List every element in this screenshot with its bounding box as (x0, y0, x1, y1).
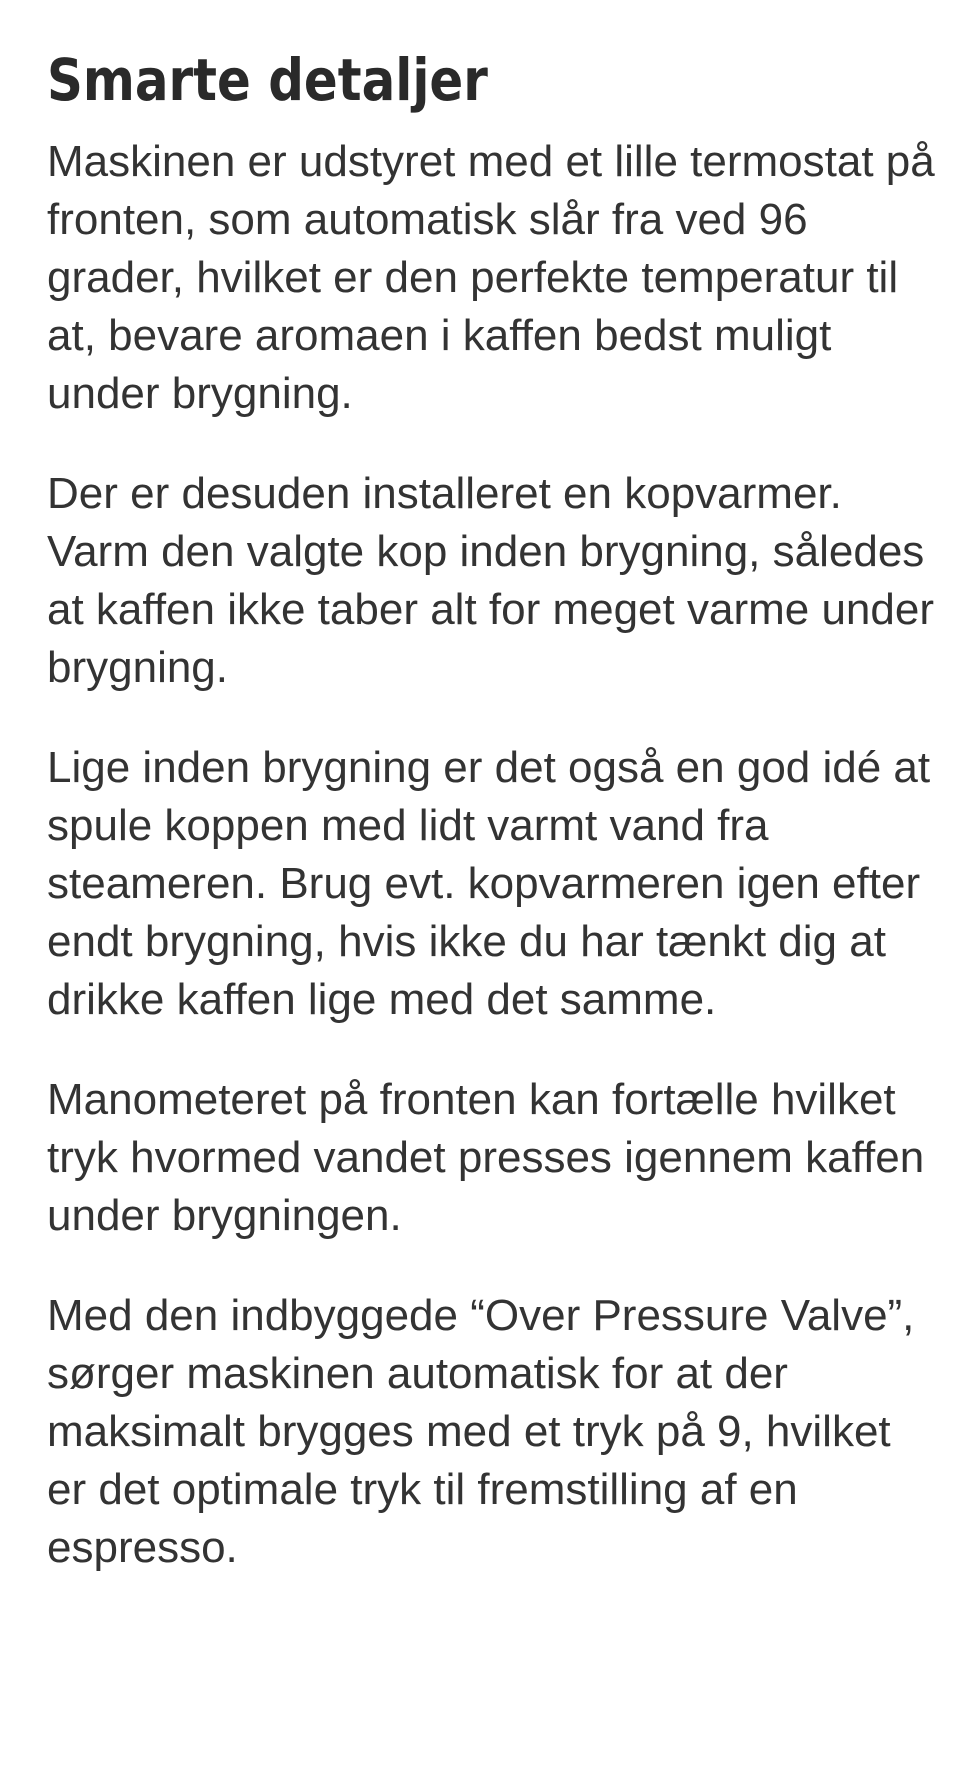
paragraph-manometer: Manometeret på fronten kan fortælle hvilket tryk hvormed vandet presses igennem kaffen under brygningen. (47, 1074, 925, 1240)
paragraph-pressure-valve: Med den indbyggede “Over Pressure Valve”, sørger maskinen automatisk for at der maksimalt brygges med et tryk på 9, hvilket er det optimale tryk til fremstilling af en espresso. (47, 1290, 915, 1572)
paragraph-thermostat: Maskinen er udstyret med et lille termostat på fronten, som automatisk slår fra ved 96 grader, hvilket er den perfekte temperatur til at, bevare aromaen i kaffen bedst muligt under brygning. (47, 136, 935, 418)
article (47, 44, 937, 1619)
paragraph-rinse-cup: Lige inden brygning er det også en god idé at spule koppen med lidt varmt vand fra steameren. Brug evt. kopvarmeren igen efter endt brygning, hvis ikke du har tænkt dig at drikke kaffen lige med det samme. (47, 742, 931, 1024)
paragraph-cup-warmer: Der er desuden installeret en kopvarmer. Varm den valgte kop inden brygning, således at kaffen ikke taber alt for meget varme under brygning. (47, 468, 934, 692)
section-heading: Smarte detaljer (47, 46, 488, 114)
